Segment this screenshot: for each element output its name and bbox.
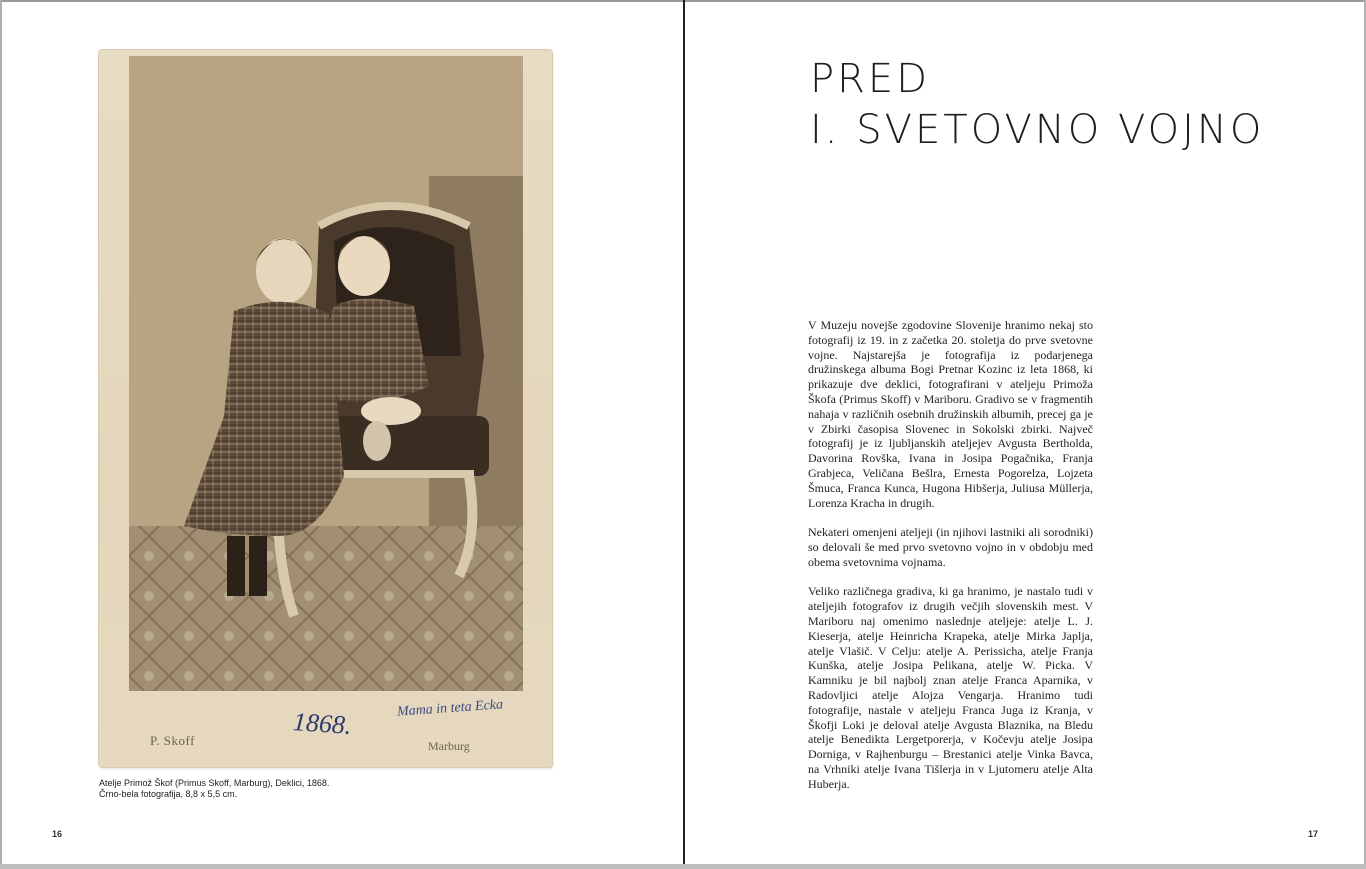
frame-bottom-border [0, 864, 1366, 869]
chapter-title-line-2: I. SVETOVNO VOJNO [810, 107, 1265, 153]
handwritten-note: Mama in teta Ecka [396, 697, 504, 720]
chapter-title [810, 54, 1264, 156]
body-text [808, 318, 1093, 806]
studio-place: Marburg [428, 739, 470, 753]
photograph-illustration [129, 56, 523, 691]
photo-caption [99, 778, 399, 800]
page-number-left: 16 [52, 829, 63, 839]
page-number-right: 17 [1308, 829, 1319, 839]
page-gutter [683, 0, 685, 864]
caption-line-1: Atelje Primož Škof (Primus Skoff, Marburg), Deklici, 1868. [99, 778, 330, 788]
handwritten-year: 1868. [292, 706, 353, 741]
paragraph: V Muzeju novejše zgodovine Slovenije hranimo nekaj sto fotografij iz 19. in z začetka 20. stoletja do prve svetovne vojne. Najstarejša je fotografija iz podarjenega družinskega albuma Bogi Pretnar Kozinc iz leta 1868, ki prikazuje dve deklici, fotografirani v ateljeju Primoža Škofa (Primus Skoff) v Mariboru. Gradivo se v fragmentih nahaja v različnih osebnih družinskih albumih, precej ga je v Zbirki časopisa Slovenec in Sokolski zbirki. Največ fotografij je iz ljubljanskih ateljejev Avgusta Bertholda, Davorina Rovška, Ivana in Josipa Pogačnika, Franja Grabjeca, Veličana Bešlra, Ernesta Pogorelza, Lojzeta Šmuca, Franca Kunca, Hugona Hibšerja, Juliusa Müllerja, Lorenza Kracha in drugih. [808, 318, 1093, 510]
caption-line-2: Črno-bela fotografija, 8,8 x 5,5 cm. [99, 789, 238, 799]
frame-left-border [0, 0, 2, 869]
paragraph: Veliko različnega gradiva, ki ga hranimo, je nastalo tudi v ateljejih fotografov iz drugih večjih slovenskih mest. V Mariboru naj omenimo naslednje ateljeje: atelje L. J. Kieserja, atelje Heinricha Krapeka, atelje Mirka Japlja, atelje Vlašič. V Celju: atelje A. Perissicha, atelje Franja Kunška, atelje Josipa Pelikana, atelje W. Picka. V Kamniku je bil najbolj znan atelje Franca Aparnika, v Radovljici atelje Alojza Vengarja. Hranimo tudi fotografije, nastale v ateljeju Franca Juga iz Kranja, v Škofji Loki je deloval atelje Avgusta Blaznika, na Bledu atelje Benedikta Lergetporerja, v Kočevju atelje Josipa Dorniga, v Rajhenburgu – Brestanici atelje Vinka Bavca, na Vrhniki atelje Ivana Tišlerja in v Ljutomeru atelje Alta Huberja. [808, 584, 1093, 791]
photographer-signature: P. Skoff [150, 733, 195, 748]
historic-photograph [129, 56, 523, 691]
chapter-title-line-1: PRED [810, 56, 930, 102]
paragraph: Nekateri omenjeni ateljeji (in njihovi lastniki ali sorodniki) so delovali še med prvo svetovno vojno in v obdobju med obema svetovnima vojnama. [808, 525, 1093, 569]
